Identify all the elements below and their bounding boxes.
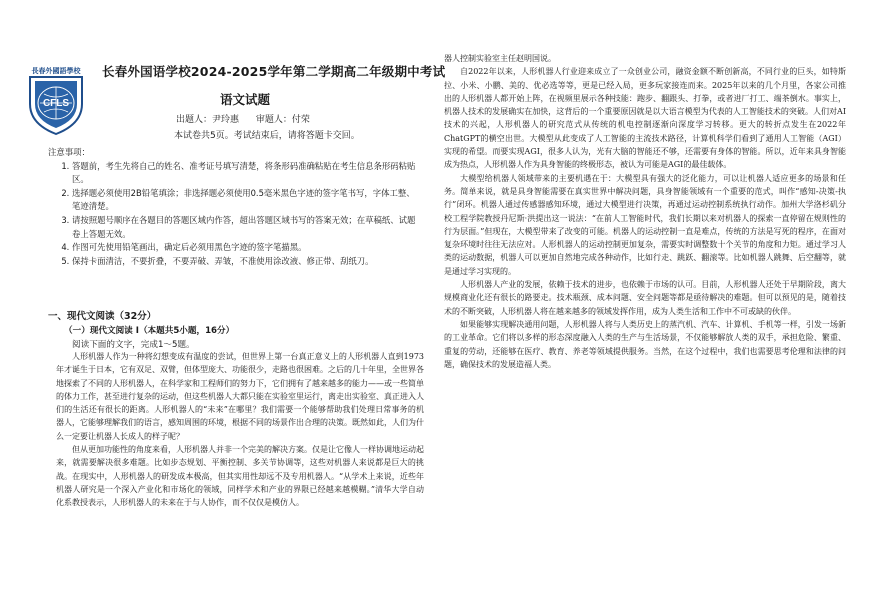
exam-subtitle: 语文试题 xyxy=(220,92,271,107)
note-item: 1. 答题前，考生先将自己的姓名、准考证号填写清楚，将条形码准确粘贴在考生信息条形码粘贴区。 xyxy=(72,160,422,187)
passage-paragraph: 自2022年以来，人形机器人行业迎来成立了一众创业公司，融资金额不断创新高，不同行业的巨头，如特斯拉、小米、小鹏、美的、优必选等等，更是已经入局，更多玩家接连而来。2025年以来的几个月里，各家公司推出的人形机器人都开始上阵，在视频里展示各种技能：跑步、翻跟头、打拳，或者进厂打工、端茶倒水。事实上，机器人技术的发展确实在加快，这背后的一个重要原因就是以大语言模型为代表的人工智能技术的突破。人们对AI技术的兴起，人形机器人的研究范式从传统的机电控制逐渐向深度学习转移。更大的转折点发生在2022年ChatGPT的横空出世。大模型从此变成了人工智能的主流技术路径，计算机科学们看到了通用人工智能（AGI）实现的希望。而要实现AGI，很多人认为，光有大脑的智能还不够，还需要有身体的智能。所以，近年来具身智能成为热点，人形机器人作为具身智能的终极形态，被认为可能是AGI的最佳载体。 xyxy=(444,67,846,170)
passage-paragraph: 人形机器人作为一种将幻想变成有温度的尝试，但世界上第一台真正意义上的人形机器人直到1973年才诞生于日本，它有双足、双臂，但体型庞大、功能很少，走路也很困难。之后的几十年里，全世界各地探索了不同的人形机器人，在科学家和工程师们的努力下，它们拥有了越来越多的能力——或一些简单的体力工作，甚至进行复杂的运动，但这些机器人大都只能在实验室里运行，离走出实验室、真正进入人们的生活还有很长的距离。人形机器人的“未来”在哪里？我们需要一个能够帮助我们处理日常事务的机器人，它能够理解我们的语言，感知周围的环境，根据不同的场景作出合理的决策。既然如此，人们为什么一定要让机器人长成人的样子呢？ xyxy=(56,352,424,441)
reviewer: 审题人：付荣 xyxy=(255,115,310,125)
setter: 出题人：尹玲惠 xyxy=(176,115,240,125)
section-instruction: 阅读下面的文字，完成1～5题。 xyxy=(72,340,195,350)
logo-center-text: CFLS xyxy=(42,98,70,109)
left-passage xyxy=(56,350,424,510)
note-item: 4. 作图可先使用铅笔画出，确定后必须用黑色字迹的签字笔描黑。 xyxy=(72,241,422,255)
logo-top-text: 長春外國語學校 xyxy=(31,66,81,75)
passage-paragraph: 如果能够实现解决通用问题，人形机器人将与人类历史上的蒸汽机、汽车、计算机、手机等一样，引发一场新的工业革命。它们将以多样的形态深度融入人类的生产与生活场景，不仅能够解放人类的双手，承担危险、繁重、重复的劳动，还能够在医疗、教育、养老等领域提供服务。当然，在这个过程中，我们也需要思考伦理和法律的问题，确保技术的发展造福人类。 xyxy=(444,319,846,369)
notes xyxy=(48,146,422,268)
passage-paragraph: 但从更加功能性的角度来看，人形机器人并非一个完美的解决方案。仅是让它像人一样协调地运动起来，就需要解决很多难题。比如步态规划、平衡控制、多关节协调等，这些对机器人来说都是巨大的挑战。在现实中，人形机器人的研发成本极高，但其实用性却远不及专用机器人。“从学术上来说，近些年机器人研究是一个深入产业化和市场化的领域，同样学术和产业的界限已经越来越模糊。”清华大学自动化系教授表示，人形机器人的未来在于与人协作，而不仅仅是模仿人。 xyxy=(56,445,424,508)
note-item: 5. 保持卡面清洁，不要折叠，不要弄破、弄皱，不准使用涂改液、修正带、刮纸刀。 xyxy=(72,255,422,269)
passage-paragraph: 人形机器人产业的发展，依赖于技术的进步，也依赖于市场的认可。目前，人形机器人还处于早期阶段，离大规模商业化还有很长的路要走。技术瓶颈、成本问题、安全问题等都是亟待解决的难题。但可以预见的是，随着技术的不断突破，人形机器人将在越来越多的领域发挥作用，成为人类生活和工作中不可或缺的伙伴。 xyxy=(444,280,846,316)
notes-title: 注意事项： xyxy=(48,147,90,157)
passage-paragraph: 大模型给机器人领域带来的主要机遇在于：大模型具有强大的泛化能力，可以让机器人适应更多的场景和任务。简单来说，就是具身智能需要在真实世界中解决问题，具身智能领域有一个重要的范式，叫作“感知-决策-执行”闭环。机器人通过传感器感知环境，通过大模型进行决策，再通过运动控制系统执行动作。加州大学洛杉矶分校工程学院教授丹尼斯·洪提出这一说法：“在前人工智能时代，我们长期以来对机器人的探索一直停留在规则性的行为层面。”但现在，大模型带来了改变的可能。机器人的运动控制一直是难点，传统的方法是写死的程序，在面对复杂环境时往往无法应对。人形机器人的运动控制更加复杂，需要实时调整数十个关节的角度和力矩。通过学习人类的运动数据，机器人可以更加自然地完成各种动作，比如行走、跳跃、翻滚等。比如机器人跳舞、后空翻等，就是通过学习实现的。 xyxy=(444,173,846,276)
note-item: 2. 选择题必须使用2B铅笔填涂；非选择题必须使用0.5毫米黑色字迹的签字笔书写，字体工整、笔迹清楚。 xyxy=(72,187,422,214)
authors xyxy=(176,112,324,125)
school-logo xyxy=(20,64,92,136)
note-item: 3. 请按照题号顺序在各题目的答题区域内作答，超出答题区域书写的答案无效；在草稿纸、试题卷上答题无效。 xyxy=(72,214,422,241)
exam-title: 长春外国语学校2024-2025学年第二学期高二年级期中考试 xyxy=(102,64,446,79)
section-subtitle: （一）现代文阅读 Ⅰ（本题共5小题，16分） xyxy=(64,326,235,336)
section-title: 一、现代文阅读（32分） xyxy=(48,311,157,322)
notes-list xyxy=(52,160,422,269)
right-passage xyxy=(444,52,846,371)
passage-paragraph: 器人控制实验室主任赵明国说。 xyxy=(444,54,556,63)
exam-info: 本试卷共5页。考试结束后，请将答题卡交回。 xyxy=(174,131,360,141)
